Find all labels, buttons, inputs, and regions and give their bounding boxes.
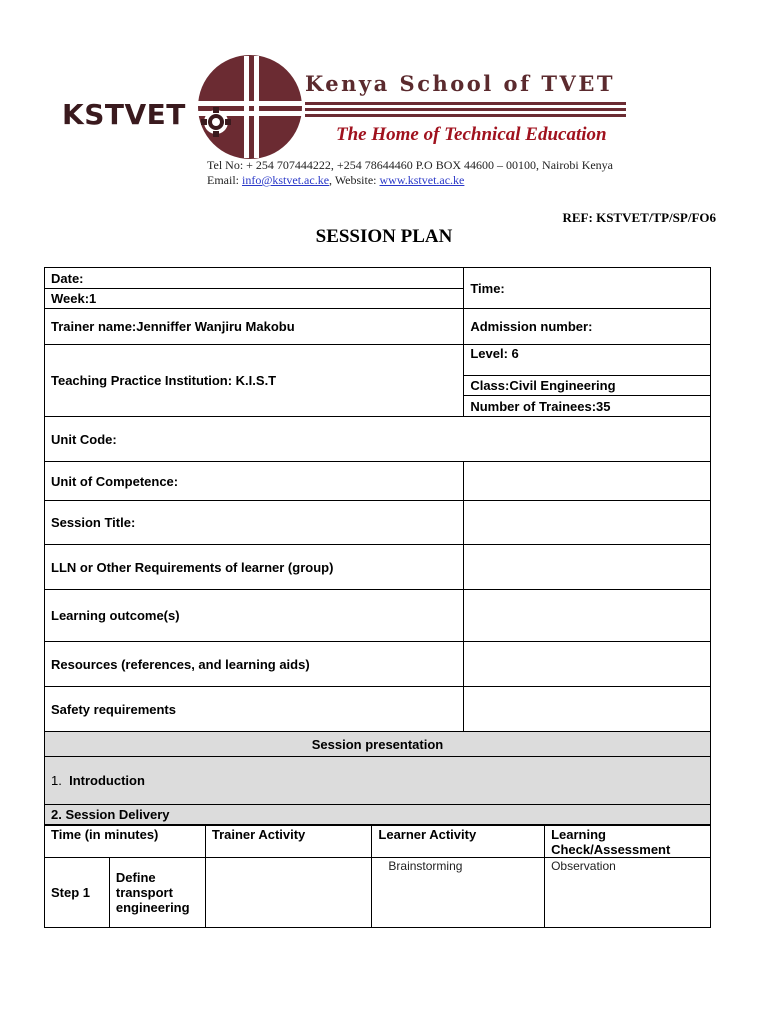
session-plan-form [44,267,711,825]
logo-text: KSTVET [62,98,186,131]
header-trainer-activity: Trainer Activity [205,826,372,858]
intro-number: 1. [51,773,62,788]
class-field: Class:Civil Engineering [464,376,711,396]
learning-outcomes-label: Learning outcome(s) [45,590,464,642]
letterhead [0,0,768,200]
trainees-field: Number of Trainees:35 [464,396,711,417]
session-title-label: Session Title: [45,501,464,545]
delivery-table [44,825,711,928]
header-learning-check: Learning Check/Assessment [545,826,711,858]
contact-block [207,158,613,188]
email-link[interactable]: info@kstvet.ac.ke [242,173,330,187]
contact-line: Tel No: + 254 707444222, +254 78644460 P.O BOX 44600 – 00100, Nairobi Kenya [207,158,614,172]
school-name: Kenya School of TVET [305,71,615,96]
safety-label: Safety requirements [45,687,464,732]
trainer-activity-cell [205,858,372,928]
email-website-line [207,173,613,188]
date-field: Date: [45,268,464,289]
lln-value [464,545,711,590]
school-motto: The Home of Technical Education [336,124,607,145]
resources-value [464,642,711,687]
step-label: Step 1 [45,858,110,928]
institution-field: Teaching Practice Institution: K.I.S.T [45,345,464,417]
time-field: Time: [464,268,711,309]
session-title-value [464,501,711,545]
website-link[interactable]: www.kstvet.ac.ke [379,173,465,187]
introduction-section [45,757,711,805]
header-time: Time (in minutes) [45,826,206,858]
table-row [45,858,711,928]
intro-label: Introduction [69,773,145,788]
unit-competence-label: Unit of Competence: [45,462,464,501]
email-label: Email: [207,173,242,187]
session-presentation-heading: Session presentation [45,732,711,757]
learning-outcomes-value [464,590,711,642]
trainer-name-field: Trainer name:Jenniffer Wanjiru Makobu [45,309,464,345]
session-delivery-heading: 2. Session Delivery [45,805,711,825]
unit-competence-value [464,462,711,501]
header-learner-activity: Learner Activity [372,826,545,858]
resources-label: Resources (references, and learning aids) [45,642,464,687]
step-topic: Define transport engineering [109,858,205,928]
page-title: SESSION PLAN [315,226,453,247]
learner-activity-cell: Brainstorming [372,858,545,928]
header-stripes [305,102,626,120]
admission-number-field: Admission number: [464,309,711,345]
week-field: Week:1 [45,289,464,309]
reference-code: REF: KSTVET/TP/SP/FO6 [562,210,716,225]
unit-code-field: Unit Code: [45,417,711,462]
level-field: Level: 6 [464,345,711,376]
lln-label: LLN or Other Requirements of learner (group) [45,545,464,590]
learning-check-cell: Observation [545,858,711,928]
safety-value [464,687,711,732]
website-label: , Website: [329,173,380,187]
